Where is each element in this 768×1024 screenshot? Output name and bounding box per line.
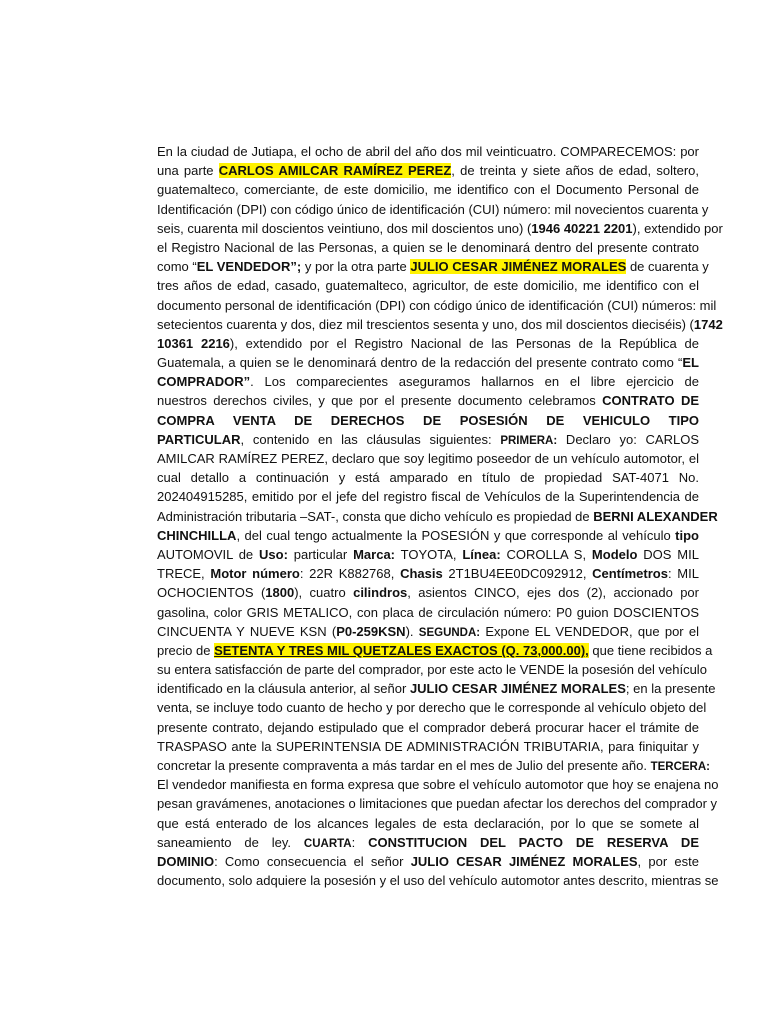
- text-line: Administración tributaria –SAT-, consta que dicho vehículo es propiedad de BERNI ALEXANDER: [157, 508, 718, 524]
- text-line: nuestros derechos civiles, y que por el presente documento celebramos CONTRATO DE: [157, 393, 699, 409]
- text-line: DOMINIO: Como consecuencia el señor JULIO CESAR JIMÉNEZ MORALES, por este: [157, 853, 699, 869]
- text-line: gasolina, color GRIS METALICO, con placa de circulación número: P0 guion DOSCIENTOS: [157, 604, 699, 620]
- text-line: AUTOMOVIL de Uso: particular Marca: TOYOTA, Línea: COROLLA S, Modelo DOS MIL: [157, 546, 699, 562]
- clause-heading: SEGUNDA:: [418, 626, 481, 639]
- text-line: tres años de edad, casado, guatemalteco, agricultor, de este domicilio, me identifico con el: [157, 278, 699, 294]
- contract-text: [157, 142, 723, 890]
- text-line: seis, cuarenta mil doscientos veintiuno, dos mil doscientos uno) (1946 40221 2201), extendido por: [157, 220, 723, 236]
- text-line: pesan gravámenes, anotaciones o limitaciones que puedan afectar los derechos del comprador y: [157, 796, 718, 812]
- clause-heading: CUARTA: [303, 837, 352, 850]
- text-line: concretar la presente compraventa a más tardar en el mes de Julio del presente año. TERCERA:: [157, 758, 710, 773]
- text-line: En la ciudad de Jutiapa, el ocho de abril del año dos mil veinticuatro. COMPARECEMOS: por: [157, 144, 699, 159]
- clause-heading: PRIMERA:: [500, 434, 558, 447]
- text-line: como “EL VENDEDOR”; y por la otra parte JULIO CESAR JIMÉNEZ MORALES de cuarenta y: [157, 259, 709, 275]
- text-line: su entera satisfacción de parte del comprador, por este acto le VENDE la posesión del vehículo: [157, 662, 707, 678]
- text-line: cual detallo a continuación y está amparado en título de propiedad SAT-4071 No.: [157, 470, 699, 486]
- price-highlight: SETENTA Y TRES MIL QUETZALES EXACTOS (Q. 73,000.00),: [214, 642, 589, 658]
- text-line: guatemalteco, comerciante, de este domicilio, me identifico con el Documento Personal de: [157, 182, 699, 198]
- text-line: COMPRA VENTA DE DERECHOS DE POSESIÓN DE VEHICULO TIPO: [157, 412, 699, 428]
- text-line: CHINCHILLA, del cual tengo actualmente la POSESIÓN y que corresponde al vehículo tipo: [157, 527, 699, 543]
- text-line: precio de SETENTA Y TRES MIL QUETZALES EXACTOS (Q. 73,000.00), que tiene recibidos a: [157, 642, 713, 658]
- text-line: COMPRADOR”. Los comparecientes aseguramos hallarnos en el libre ejercicio de: [157, 374, 699, 390]
- text-line: CINCUENTA Y NUEVE KSN (P0-259KSN). SEGUNDA: Expone EL VENDEDOR, que por el: [157, 623, 700, 639]
- text-line: TRECE, Motor número: 22R K882768, Chasis 2T1BU4EE0DC092912, Centímetros: MIL: [157, 566, 699, 582]
- text-line: el Registro Nacional de las Personas, a quien se le denominará dentro del presente contrato: [157, 239, 699, 255]
- clause-heading: TERCERA:: [650, 761, 710, 773]
- text-line: documento, solo adquiere la posesión y el uso del vehículo automotor antes descrito, mientras se: [157, 873, 719, 889]
- text-line: TRASPASO ante la SUPERINTENSIA DE ADMINISTRACIÓN TRIBUTARIA, para finiquitar y: [157, 738, 699, 754]
- text-line: 202404915285, emitido por el jefe del registro fiscal de Vehículos de la Superintendencia de: [157, 489, 699, 505]
- text-line: saneamiento de ley. CUARTA: CONSTITUCION DEL PACTO DE RESERVA DE: [157, 834, 699, 850]
- text-line: El vendedor manifiesta en forma expresa que sobre el vehículo automotor que hoy se enajena no: [157, 777, 719, 793]
- text-line: Identificación (DPI) con código único de identificación (CUI) número: mil novecientos cuarenta y: [157, 201, 709, 217]
- text-line: identificado en la cláusula anterior, al señor JULIO CESAR JIMÉNEZ MORALES; en la presente: [157, 681, 716, 697]
- text-line: presente contrato, dejando estipulado que el comprador deberá procurar hacer el trámite de: [157, 719, 699, 735]
- seller-name-highlight: CARLOS AMILCAR RAMÍREZ PEREZ: [218, 163, 452, 179]
- text-line: documento personal de identificación (DPI) con código único de identificación (CUI) números: mil: [157, 297, 717, 313]
- text-line: 10361 2216), extendido por el Registro Nacional de las Personas de la República de: [157, 335, 699, 351]
- text-line: una parte CARLOS AMILCAR RAMÍREZ PEREZ, de treinta y siete años de edad, soltero,: [157, 163, 699, 179]
- text-line: que está enterado de los alcances legales de esta declaración, por lo que se somete al: [157, 815, 699, 831]
- text-line: AMILCAR RAMÍREZ PEREZ, declaro que soy legitimo poseedor de un vehículo automotor, el: [157, 451, 699, 466]
- buyer-name-highlight: JULIO CESAR JIMÉNEZ MORALES: [410, 259, 627, 275]
- text-line: PARTICULAR, contenido en las cláusulas siguientes: PRIMERA: Declaro yo: CARLOS: [157, 431, 699, 447]
- text-line: Guatemala, a quien se le denominará dentro de la redacción del presente contrato como “EL: [157, 355, 699, 371]
- text-line: venta, se incluye todo cuanto de hecho y por derecho que le corresponde al vehículo objeto del: [157, 700, 707, 716]
- text-line: setecientos cuarenta y dos, diez mil trescientos sesenta y uno, dos mil doscientos dieciséis) (1742: [157, 316, 723, 332]
- text-line: OCHOCIENTOS (1800), cuatro cilindros, asientos CINCO, ejes dos (2), accionado por: [157, 585, 699, 601]
